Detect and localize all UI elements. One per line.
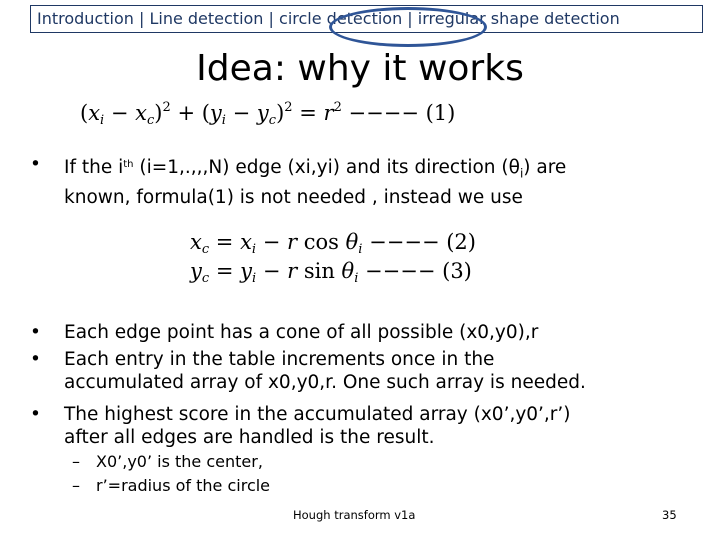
nav-separator: | bbox=[263, 9, 280, 28]
footer-title: Hough transform v1a bbox=[293, 508, 416, 522]
eq2-dashes: −−−− bbox=[369, 230, 440, 254]
eq1-dashes: −−−− bbox=[348, 101, 419, 125]
bullet-4-text bbox=[64, 403, 571, 449]
bullet-1-subscript: i bbox=[519, 166, 524, 181]
nav-item-line-detection[interactable]: Line detection bbox=[149, 9, 264, 28]
eq2-tag: (2) bbox=[446, 230, 476, 254]
eq3-dashes: −−−− bbox=[365, 259, 436, 283]
bullet-1-text-part: (i=1,.,,,N) edge (xi,yi) and its direction (θ bbox=[133, 157, 520, 178]
bullet-dot: • bbox=[30, 404, 41, 425]
bullet-4-line-1: The highest score in the accumulated array (x0’,y0’,r’) bbox=[64, 404, 571, 425]
eq1-tag: (1) bbox=[425, 101, 456, 125]
eq3-tag: (3) bbox=[442, 259, 472, 283]
bullet-3-line-2: accumulated array of x0,y0,r. One such array is needed. bbox=[64, 372, 586, 393]
bullet-3-line-1: Each entry in the table increments once in the bbox=[64, 349, 495, 370]
sub-bullet-2-text: r’=radius of the circle bbox=[96, 476, 271, 495]
bullet-dot: • bbox=[30, 322, 41, 343]
bullet-1-superscript: th bbox=[123, 159, 134, 170]
nav-item-irregular-shape-detection[interactable]: irregular shape detection bbox=[417, 9, 620, 28]
bullet-3-text bbox=[64, 348, 586, 394]
slide-title: Idea: why it works bbox=[196, 48, 524, 89]
bullet-dot: • bbox=[30, 154, 41, 175]
bullet-1-line-2: known, formula(1) is not needed , instead we use bbox=[64, 186, 523, 208]
equation-1: $(x_i - x_c)^2 + (y_i - y_c)^2 = r^2$ −−−− (1) bbox=[80, 100, 456, 128]
bullet-2-text: Each edge point has a cone of all possible (x0,y0),r bbox=[64, 322, 539, 343]
nav-item-introduction[interactable]: Introduction bbox=[37, 9, 134, 28]
nav-separator: | bbox=[133, 9, 150, 28]
bullet-4-line-2: after all edges are handled is the result. bbox=[64, 427, 435, 448]
bullet-1-text-part: ) are bbox=[523, 157, 567, 178]
nav-item-circle-detection[interactable]: circle detection bbox=[279, 9, 403, 28]
page-number: 35 bbox=[662, 508, 677, 522]
equation-2: $x_c = x_i - r$ $\cos \theta_i$ −−−− (2) bbox=[190, 230, 476, 257]
sub-bullet-dash: – bbox=[72, 476, 80, 495]
bullet-1-text bbox=[64, 153, 566, 209]
bullet-dot: • bbox=[30, 349, 41, 370]
sub-bullet-dash: – bbox=[72, 452, 80, 471]
section-nav-bar bbox=[30, 5, 703, 33]
nav-separator: | bbox=[402, 9, 418, 28]
sub-bullet-1-text: X0’,y0’ is the center, bbox=[96, 452, 263, 471]
equation-3: $y_c = y_i - r$ $\sin \theta_i$ −−−− (3) bbox=[190, 259, 472, 286]
bullet-1-text-part: If the i bbox=[64, 157, 124, 178]
